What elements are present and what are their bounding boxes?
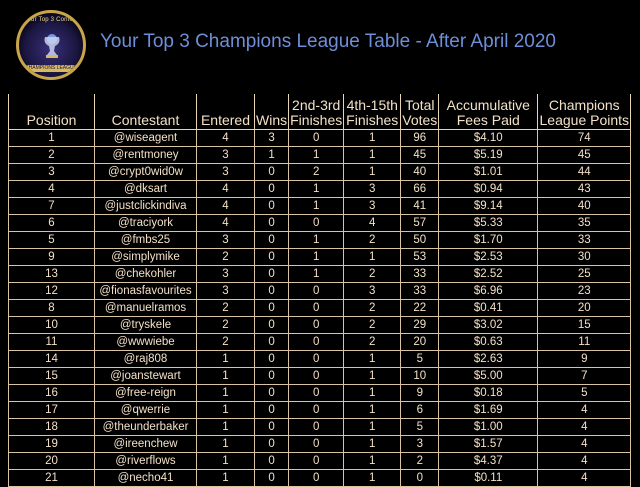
cell-fees-paid: $0.11 [439,470,538,487]
cell-entered: 4 [197,130,255,147]
cell-4th-15th: 3 [344,181,401,198]
cell-wins: 0 [255,436,289,453]
table-row [9,317,631,334]
cell-fees-paid: $4.37 [439,453,538,470]
trophy-icon [41,31,63,59]
cell-position: 9 [9,249,95,266]
cell-position: 5 [9,232,95,249]
cell-position: 6 [9,215,95,232]
cell-points: 11 [538,334,631,351]
cell-wins: 0 [255,470,289,487]
cell-4th-15th: 3 [344,198,401,215]
cell-2nd-3rd: 1 [289,181,344,198]
cell-total-votes: 5 [401,351,439,368]
cell-4th-15th: 1 [344,470,401,487]
cell-position: 19 [9,436,95,453]
cell-points: 9 [538,351,631,368]
header-position: Position [9,94,95,130]
cell-wins: 0 [255,351,289,368]
cell-total-votes: 5 [401,419,439,436]
cell-points: 20 [538,300,631,317]
cell-contestant: @dksart [95,181,197,198]
cell-points: 4 [538,402,631,419]
cell-2nd-3rd: 0 [289,300,344,317]
cell-contestant: @theunderbaker [95,419,197,436]
cell-4th-15th: 1 [344,351,401,368]
cell-position: 15 [9,368,95,385]
cell-4th-15th: 4 [344,215,401,232]
table-row [9,266,631,283]
cell-entered: 2 [197,317,255,334]
cell-entered: 1 [197,385,255,402]
cell-4th-15th: 1 [344,436,401,453]
table-row [9,419,631,436]
cell-4th-15th: 1 [344,164,401,181]
cell-position: 7 [9,198,95,215]
cell-total-votes: 0 [401,470,439,487]
contest-logo [16,10,86,80]
table-row [9,181,631,198]
cell-wins: 0 [255,266,289,283]
cell-points: 25 [538,266,631,283]
page-title: Your Top 3 Champions League Table - After April 2020 [100,31,556,52]
table-row [9,453,631,470]
cell-contestant: @chekohler [95,266,197,283]
cell-contestant: @joanstewart [95,368,197,385]
cell-position: 20 [9,453,95,470]
cell-fees-paid: $1.00 [439,419,538,436]
cell-fees-paid: $5.19 [439,147,538,164]
cell-points: 4 [538,436,631,453]
cell-total-votes: 9 [401,385,439,402]
cell-fees-paid: $1.01 [439,164,538,181]
table-row [9,283,631,300]
cell-total-votes: 20 [401,334,439,351]
cell-total-votes: 10 [401,368,439,385]
table-row [9,164,631,181]
cell-points: 44 [538,164,631,181]
cell-points: 4 [538,470,631,487]
table-row [9,470,631,487]
cell-4th-15th: 1 [344,419,401,436]
cell-position: 16 [9,385,95,402]
table-row [9,249,631,266]
cell-fees-paid: $0.41 [439,300,538,317]
cell-4th-15th: 1 [344,402,401,419]
header-row [9,94,631,130]
cell-4th-15th: 2 [344,334,401,351]
cell-wins: 0 [255,300,289,317]
cell-wins: 0 [255,317,289,334]
table-row [9,300,631,317]
table-row [9,436,631,453]
cell-contestant: @simplymike [95,249,197,266]
cell-wins: 0 [255,215,289,232]
cell-total-votes: 45 [401,147,439,164]
cell-total-votes: 53 [401,249,439,266]
header-4th-15th-finishes: 4th-15th Finishes [344,94,401,130]
table-row [9,368,631,385]
cell-wins: 0 [255,164,289,181]
league-table [8,94,631,487]
cell-2nd-3rd: 0 [289,215,344,232]
cell-entered: 1 [197,402,255,419]
cell-total-votes: 41 [401,198,439,215]
cell-entered: 1 [197,436,255,453]
cell-2nd-3rd: 0 [289,368,344,385]
cell-entered: 3 [197,232,255,249]
cell-2nd-3rd: 0 [289,470,344,487]
cell-contestant: @free-reign [95,385,197,402]
table-row [9,232,631,249]
cell-entered: 4 [197,215,255,232]
cell-entered: 3 [197,147,255,164]
cell-2nd-3rd: 1 [289,266,344,283]
header-entered: Entered [197,94,255,130]
cell-entered: 2 [197,334,255,351]
cell-2nd-3rd: 0 [289,453,344,470]
cell-fees-paid: $5.00 [439,368,538,385]
cell-entered: 3 [197,164,255,181]
cell-total-votes: 57 [401,215,439,232]
cell-entered: 3 [197,266,255,283]
cell-fees-paid: $9.14 [439,198,538,215]
cell-fees-paid: $0.18 [439,385,538,402]
cell-wins: 0 [255,232,289,249]
cell-4th-15th: 2 [344,317,401,334]
cell-2nd-3rd: 0 [289,351,344,368]
cell-position: 1 [9,130,95,147]
cell-contestant: @wwwiebe [95,334,197,351]
table-row [9,198,631,215]
table-row [9,147,631,164]
cell-wins: 0 [255,402,289,419]
cell-wins: 0 [255,249,289,266]
cell-points: 74 [538,130,631,147]
cell-contestant: @traciyork [95,215,197,232]
cell-entered: 2 [197,249,255,266]
header-accumulative-fees: Accumulative Fees Paid [439,94,538,130]
cell-wins: 0 [255,181,289,198]
cell-2nd-3rd: 0 [289,283,344,300]
cell-contestant: @qwerrie [95,402,197,419]
cell-entered: 1 [197,419,255,436]
cell-total-votes: 66 [401,181,439,198]
cell-fees-paid: $6.96 [439,283,538,300]
cell-contestant: @ireenchew [95,436,197,453]
cell-entered: 4 [197,198,255,215]
cell-position: 4 [9,181,95,198]
cell-2nd-3rd: 1 [289,147,344,164]
cell-position: 12 [9,283,95,300]
cell-points: 45 [538,147,631,164]
cell-fees-paid: $0.63 [439,334,538,351]
cell-fees-paid: $1.57 [439,436,538,453]
cell-4th-15th: 1 [344,130,401,147]
cell-2nd-3rd: 0 [289,385,344,402]
cell-2nd-3rd: 1 [289,249,344,266]
cell-contestant: @fmbs25 [95,232,197,249]
cell-total-votes: 40 [401,164,439,181]
cell-position: 8 [9,300,95,317]
table-row [9,385,631,402]
cell-position: 13 [9,266,95,283]
cell-position: 18 [9,419,95,436]
cell-contestant: @rentmoney [95,147,197,164]
cell-4th-15th: 2 [344,300,401,317]
cell-position: 14 [9,351,95,368]
cell-contestant: @wiseagent [95,130,197,147]
header-total-votes: Total Votes [401,94,439,130]
cell-4th-15th: 1 [344,385,401,402]
cell-position: 3 [9,164,95,181]
cell-total-votes: 33 [401,283,439,300]
cell-contestant: @justclickindiva [95,198,197,215]
cell-points: 7 [538,368,631,385]
cell-total-votes: 33 [401,266,439,283]
cell-entered: 1 [197,351,255,368]
cell-total-votes: 3 [401,436,439,453]
cell-wins: 0 [255,453,289,470]
cell-4th-15th: 2 [344,266,401,283]
cell-2nd-3rd: 0 [289,317,344,334]
cell-2nd-3rd: 0 [289,334,344,351]
cell-total-votes: 29 [401,317,439,334]
cell-entered: 2 [197,300,255,317]
cell-points: 35 [538,215,631,232]
cell-wins: 0 [255,385,289,402]
header-contestant: Contestant [95,94,197,130]
cell-4th-15th: 1 [344,368,401,385]
cell-points: 4 [538,419,631,436]
cell-wins: 0 [255,283,289,300]
cell-2nd-3rd: 0 [289,419,344,436]
cell-fees-paid: $3.02 [439,317,538,334]
cell-contestant: @fionasfavourites [95,283,197,300]
cell-fees-paid: $4.10 [439,130,538,147]
cell-position: 17 [9,402,95,419]
cell-contestant: @crypt0wid0w [95,164,197,181]
cell-wins: 1 [255,147,289,164]
cell-position: 11 [9,334,95,351]
cell-4th-15th: 3 [344,283,401,300]
table-row [9,402,631,419]
cell-fees-paid: $2.63 [439,351,538,368]
cell-2nd-3rd: 0 [289,402,344,419]
cell-total-votes: 96 [401,130,439,147]
cell-position: 21 [9,470,95,487]
cell-points: 4 [538,453,631,470]
cell-entered: 1 [197,368,255,385]
cell-position: 2 [9,147,95,164]
cell-wins: 0 [255,419,289,436]
logo-top-text: Your Top 3 Contest [23,17,79,23]
cell-fees-paid: $2.52 [439,266,538,283]
table-row [9,334,631,351]
cell-4th-15th: 1 [344,453,401,470]
cell-entered: 4 [197,181,255,198]
cell-points: 33 [538,232,631,249]
cell-contestant: @manuelramos [95,300,197,317]
cell-2nd-3rd: 1 [289,232,344,249]
cell-contestant: @riverflows [95,453,197,470]
cell-total-votes: 22 [401,300,439,317]
cell-wins: 0 [255,368,289,385]
cell-contestant: @necho41 [95,470,197,487]
cell-4th-15th: 1 [344,147,401,164]
cell-contestant: @tryskele [95,317,197,334]
cell-2nd-3rd: 0 [289,436,344,453]
cell-total-votes: 6 [401,402,439,419]
cell-4th-15th: 1 [344,249,401,266]
cell-fees-paid: $1.69 [439,402,538,419]
cell-wins: 3 [255,130,289,147]
cell-total-votes: 50 [401,232,439,249]
cell-points: 15 [538,317,631,334]
cell-points: 5 [538,385,631,402]
cell-2nd-3rd: 1 [289,198,344,215]
header-2nd-3rd-finishes: 2nd-3rd Finishes [289,94,344,130]
cell-wins: 0 [255,334,289,351]
cell-entered: 1 [197,470,255,487]
table-row [9,130,631,147]
cell-4th-15th: 2 [344,232,401,249]
header-wins: Wins [255,94,289,130]
cell-points: 23 [538,283,631,300]
cell-entered: 1 [197,453,255,470]
table-row [9,351,631,368]
cell-fees-paid: $1.70 [439,232,538,249]
cell-fees-paid: $5.33 [439,215,538,232]
table-body [9,130,631,487]
cell-points: 30 [538,249,631,266]
cell-points: 40 [538,198,631,215]
cell-2nd-3rd: 0 [289,130,344,147]
cell-points: 43 [538,181,631,198]
table-row [9,215,631,232]
header-champions-points: Champions League Points [538,94,631,130]
cell-total-votes: 2 [401,453,439,470]
cell-fees-paid: $2.53 [439,249,538,266]
cell-fees-paid: $0.94 [439,181,538,198]
cell-contestant: @raj808 [95,351,197,368]
cell-2nd-3rd: 2 [289,164,344,181]
cell-entered: 3 [197,283,255,300]
logo-bottom-text: CHAMPIONS LEAGUE [25,65,77,71]
cell-position: 10 [9,317,95,334]
cell-wins: 0 [255,198,289,215]
